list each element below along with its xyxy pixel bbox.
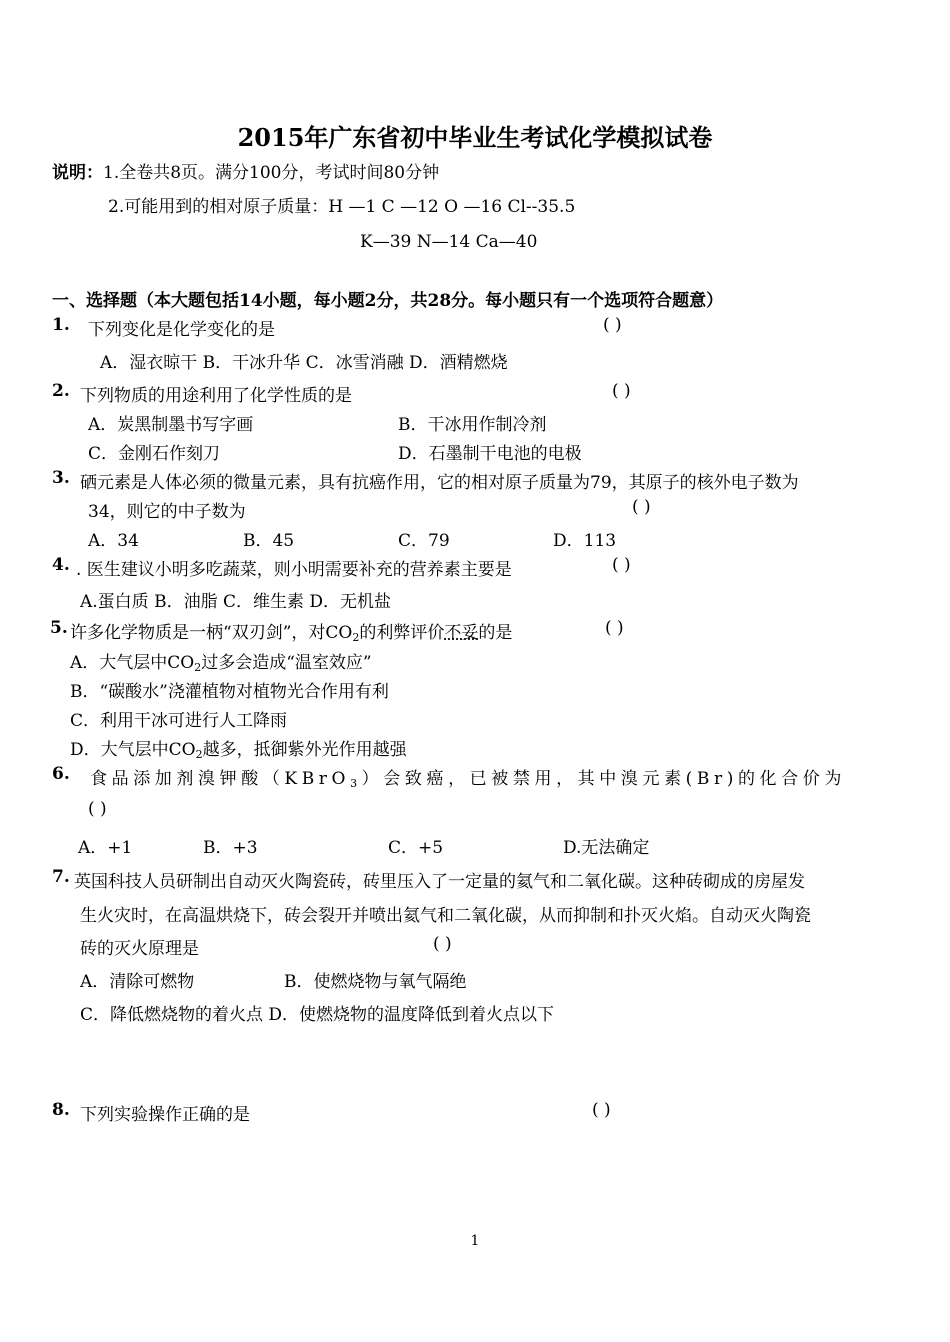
question-stem-continued: 砖的灭火原理是 [80, 939, 199, 959]
question-stem: 硒元素是人体必须的微量元素，具有抗癌作用，它的相对原子质量为79，其原子的核外电子数为 [80, 473, 799, 493]
option-a: A．+1 [78, 838, 133, 858]
answer-bracket: ( ) [605, 618, 624, 638]
question-stem: 下列实验操作正确的是 [80, 1105, 250, 1125]
answer-bracket: ( ) [612, 555, 631, 575]
question-number: 4. [52, 555, 70, 575]
option-a: A．炭黑制墨书写字画 [88, 415, 254, 435]
option-b: B．45 [243, 531, 295, 551]
option-a: A．34 [88, 531, 139, 551]
option-b: B．+3 [203, 838, 258, 858]
option-b: B．“碳酸水”浇灌植物对植物光合作用有利 [70, 682, 389, 702]
question-stem [90, 764, 846, 790]
stem-text: 的利弊评价 [359, 623, 445, 643]
stem-text: 食品添加剂溴钾酸（KBrO [90, 769, 351, 789]
answer-bracket: ( ) [433, 934, 452, 954]
question-stem: 下列物质的用途利用了化学性质的是 [80, 386, 352, 406]
option-d: D．石墨制干电池的电极 [398, 444, 582, 464]
stem-text: ）会致癌，已被禁用，其中溴元素(Br)的化合价为 [361, 769, 846, 789]
question-number: 3. [52, 468, 70, 488]
question-stem-continued: 34，则它的中子数为 [88, 502, 246, 522]
option-d: D.无法确定 [563, 838, 650, 858]
question-stem-continued: 生火灾时，在高温烘烧下，砖会裂开并喷出氦气和二氧化碳，从而抑制和扑灭火焰。自动灭火陶瓷 [80, 906, 811, 926]
page-number: 1 [470, 1233, 480, 1249]
option-text: 越多，抵御紫外光作用越强 [202, 740, 407, 760]
question-stem: 下列变化是化学变化的是 [88, 320, 275, 340]
question-options: A．湿衣晾干 B．干冰升华 C．冰雪消融 D．酒精燃烧 [100, 353, 508, 373]
question-number: 5. [50, 618, 68, 638]
question-stem: . 医生建议小明多吃蔬菜，则小明需要补充的营养素主要是 [76, 560, 512, 580]
answer-bracket: ( ) [612, 381, 631, 401]
question-number: 2. [52, 381, 70, 401]
instructions-line-2: 2.可能用到的相对原子质量：H —1 C —12 O —16 Cl--35.5 [108, 197, 576, 217]
question-number: 8. [52, 1100, 70, 1120]
option-c: C．79 [398, 531, 450, 551]
option-a [70, 648, 372, 674]
option-text: 过多会造成“温室效应” [201, 653, 372, 673]
option-b: B．使燃烧物与氧气隔绝 [284, 972, 467, 992]
stem-text: 的是 [478, 623, 513, 643]
question-number: 1. [52, 315, 70, 335]
option-text: D．大气层中CO [70, 740, 196, 760]
option-c: C．金刚石作刻刀 [88, 444, 221, 464]
question-stem: 英国科技人员研制出自动灭火陶瓷砖，砖里压入了一定量的氦气和二氧化碳。这种砖砌成的房屋发 [74, 872, 805, 892]
subscript: 3 [350, 777, 362, 790]
option-c: C．利用干冰可进行人工降雨 [70, 711, 288, 731]
question-number: 6. [52, 764, 70, 784]
option-text: A．大气层中CO [70, 653, 195, 673]
emphasis-text: 不妥 [444, 623, 479, 643]
section-heading: 一、选择题（本大题包括14小题，每小题2分，共28分。每小题只有一个选项符合题意） [52, 291, 724, 311]
question-options: A.蛋白质 B．油脂 C．维生素 D．无机盐 [80, 592, 392, 612]
stem-text: 许多化学物质是一柄“双刃剑”，对CO [70, 623, 353, 643]
option-d: D．113 [553, 531, 617, 551]
subscript: 2 [195, 748, 203, 761]
instructions-label: 说明： [52, 163, 103, 183]
answer-bracket: ( ) [632, 497, 651, 517]
option-c: C．+5 [388, 838, 444, 858]
option-d [70, 735, 407, 761]
option-b: B．干冰用作制冷剂 [398, 415, 547, 435]
option-a: A．清除可燃物 [80, 972, 195, 992]
answer-bracket: ( ) [88, 799, 107, 819]
subscript: 2 [194, 661, 202, 674]
question-number: 7. [52, 867, 70, 887]
subscript: 2 [352, 631, 360, 644]
instructions-line-1 [52, 158, 439, 183]
question-stem [70, 618, 512, 644]
option-c-d: C．降低燃烧物的着火点 D．使燃烧物的温度降低到着火点以下 [80, 1005, 555, 1025]
answer-bracket: ( ) [603, 315, 622, 335]
exam-title: 2015年广东省初中毕业生考试化学模拟试卷 [237, 123, 713, 152]
answer-bracket: ( ) [592, 1100, 611, 1120]
instructions-line-3: K—39 N—14 Ca—40 [360, 232, 538, 252]
instructions-text-1: 1.全卷共8页。满分100分，考试时间80分钟 [103, 163, 440, 183]
